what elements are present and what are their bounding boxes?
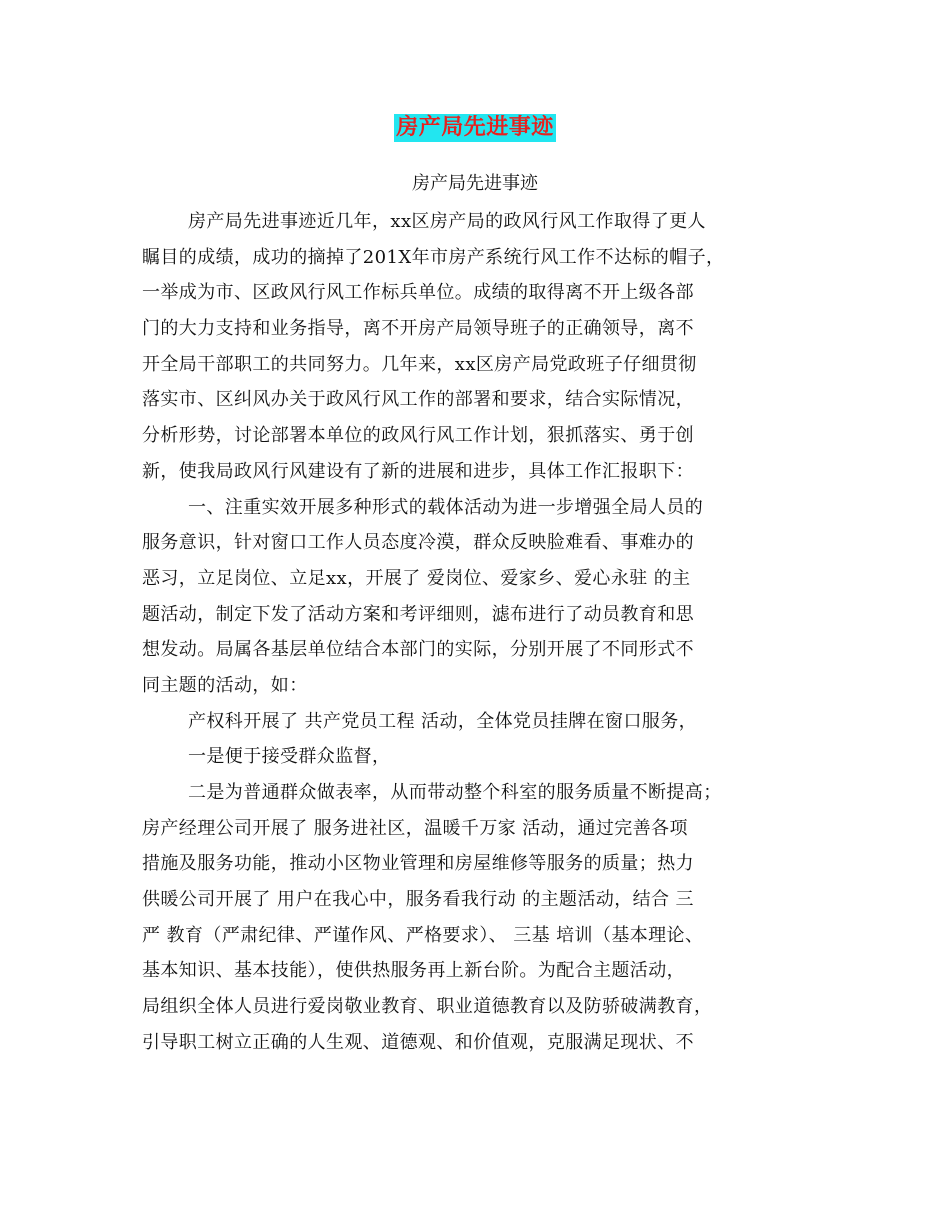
text-line: 新，使我局政风行风建设有了新的进展和进步，具体工作汇报职下： [142, 460, 694, 482]
text-line: 产权科开展了 共产党员工程 活动，全体党员挂牌在窗口服务， [188, 710, 698, 732]
document-body [142, 204, 822, 1061]
text-line: 开全局干部职工的共同努力。几年来，xx区房产局党政班子仔细贯彻 [142, 353, 697, 375]
text-line: 房产经理公司开展了 服务进社区，温暖千万家 活动，通过完善各项 [142, 817, 688, 839]
text-line: 分析形势，讨论部署本单位的政风行风工作计划，狠抓落实、勇于创 [142, 425, 694, 447]
text-line: 房产局先进事迹近几年，xx区房产局的政风行风工作取得了更人 [188, 211, 706, 232]
text-line: 基本知识、基本技能），使供热服务再上新台阶。为配合主题活动， [142, 960, 685, 982]
text-line: 引导职工树立正确的人生观、道德观、和价值观，克服满足现状、不 [142, 1031, 694, 1053]
title-container [0, 114, 950, 142]
text-line: 同主题的活动，如： [142, 674, 308, 696]
text-line: 一举成为市、区政风行风工作标兵单位。成绩的取得离不开上级各部 [142, 282, 694, 304]
text-line: 严 教育（严肃纪律、严谨作风、严格要求）、 三基 培训（基本理论、 [142, 924, 704, 946]
text-line: 题活动，制定下发了活动方案和考评细则，滤布进行了动员教育和思 [142, 603, 694, 625]
text-line: 服务意识，针对窗口工作人员态度冷漠，群众反映脸难看、事难办的 [142, 532, 694, 554]
text-line: 供暖公司开展了 用户在我心中，服务看我行动 的主题活动，结合 三 [142, 889, 694, 911]
text-line: 想发动。局属各基层单位结合本部门的实际，分别开展了不同形式不 [142, 639, 694, 661]
text-line: 一、注重实效开展多种形式的载体活动为进一步增强全局人员的 [188, 496, 704, 518]
text-line: 瞩目的成绩，成功的摘掉了201X年市房产系统行风工作不达标的帽子， [142, 246, 725, 268]
text-line: 一是便于接受群众监督， [188, 746, 391, 768]
text-line: 门的大力支持和业务指导，离不开房产局领导班子的正确领导，离不 [142, 318, 694, 340]
text-line: 措施及服务功能，推动小区物业管理和房屋维修等服务的质量；热力 [142, 853, 694, 875]
document-title: 房产局先进事迹 [396, 115, 554, 140]
document-subtitle: 房产局先进事迹 [412, 173, 538, 194]
text-line: 局组织全体人员进行爱岗敬业教育、职业道德教育以及防骄破满教育， [142, 996, 713, 1018]
text-line: 二是为普通群众做表率，从而带动整个科室的服务质量不断提高； [188, 782, 722, 803]
text-line: 落实市、区纠风办关于政风行风工作的部署和要求，结合实际情况， [142, 389, 694, 411]
text-line: 恶习，立足岗位、立足xx，开展了 爱岗位、爱家乡、爱心永驻 的主 [142, 567, 691, 589]
